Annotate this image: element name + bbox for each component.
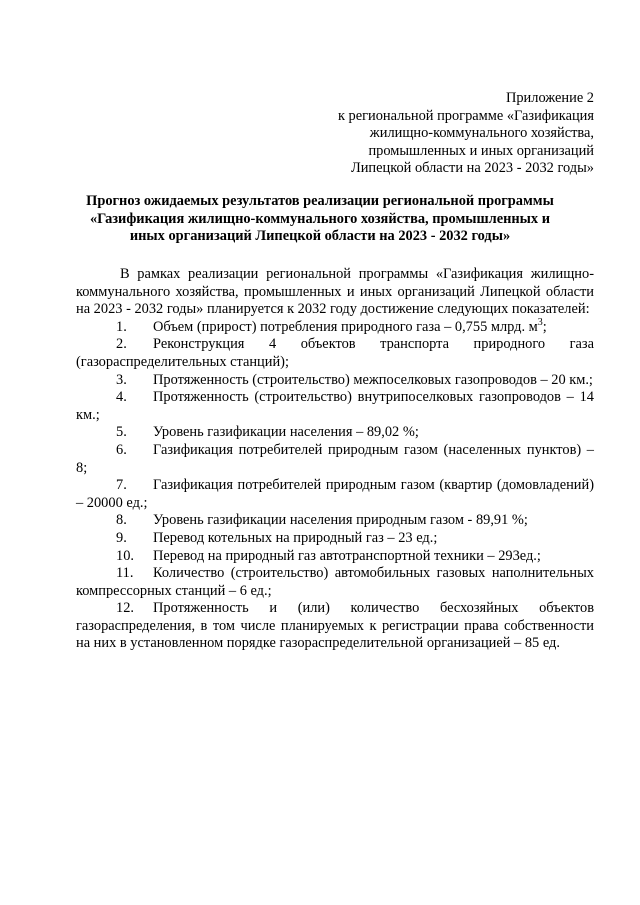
item-text: Уровень газификации населения природным газом - 89,91 %; (153, 512, 528, 529)
item-text: Уровень газификации населения – 89,02 %; (153, 424, 419, 441)
document-body (76, 266, 594, 653)
item-text: Протяженность (строительство) межпоселковых газопроводов – 20 км.; (153, 371, 593, 388)
appendix-line: к региональной программе «Газификация (337, 107, 594, 124)
item-number: 7. (116, 477, 127, 494)
list-item (76, 530, 594, 548)
appendix-line: Приложение 2 (505, 90, 594, 106)
item-text: Газификация потребителей природным газом (населенных пунктов) – 8; (76, 441, 594, 476)
item-tail: ; (542, 318, 547, 335)
item-text: Количество (строительство) автомобильных газовых наполнительных компрессорных станций – 6 ед.; (76, 565, 594, 599)
item-text: Перевод котельных на природный газ – 23 ед.; (153, 529, 438, 546)
item-text: Реконструкция 4 объектов транспорта природного газа (газораспределительных станций); (76, 336, 594, 370)
item-number: 10. (116, 547, 134, 564)
item-text: Протяженность (строительство) внутрипоселковых газопроводов – 14 км.; (76, 389, 594, 423)
list-item (76, 477, 594, 512)
document-title (46, 193, 594, 246)
list-item (76, 389, 594, 424)
list-item (76, 565, 594, 600)
item-text: Перевод на природный газ автотранспортной техники – 293ед.; (153, 547, 541, 564)
list-item (76, 424, 594, 442)
title-line: Прогноз ожидаемых результатов реализации региональной программы (86, 193, 554, 209)
list-item (76, 442, 594, 477)
item-text: Газификация потребителей природным газом (квартир (домовладений) – 20000 ед.; (76, 477, 594, 511)
list-item (76, 600, 594, 653)
intro-paragraph: В рамках реализации региональной программы «Газификация жилищно-коммунального хозяйства, промышленных и иных организаций Липецкой области на 2023 - 2032 годы» планируется к 2032 году достижение следующих показателей: (76, 266, 594, 318)
item-number: 6. (116, 441, 127, 458)
item-number: 4. (116, 389, 127, 406)
list-item (76, 548, 594, 566)
item-number: 12. (116, 600, 134, 617)
list-item (76, 316, 594, 337)
list-item (76, 512, 594, 530)
appendix-line: жилищно-коммунального хозяйства, (369, 125, 594, 142)
appendix-line: Липецкой области на 2023 - 2032 годы» (350, 160, 594, 177)
item-text: Протяженность и (или) количество бесхозяйных объектов газораспределения, в том числе планируемых к регистрации права собственности на них в установленном порядке газораспределительной организацией – 85 ед. (76, 600, 594, 652)
item-number: 3. (116, 371, 127, 388)
item-number: 5. (116, 424, 127, 441)
list-item (76, 372, 594, 390)
item-number: 1. (116, 318, 127, 335)
title-line: «Газификация жилищно-коммунального хозяйства, промышленных и (89, 210, 551, 227)
list-item (76, 336, 594, 371)
item-superscript: 3 (537, 316, 543, 328)
item-number: 2. (116, 336, 127, 353)
item-number: 8. (116, 512, 127, 529)
item-text: Объем (прирост) потребления природного газа – 0,755 млрд. м (153, 318, 538, 335)
appendix-line: промышленных и иных организаций (368, 142, 594, 159)
item-number: 11. (116, 565, 134, 582)
appendix-header (294, 90, 594, 178)
title-line: иных организаций Липецкой области на 2023 - 2032 годы» (129, 228, 511, 245)
item-number: 9. (116, 529, 127, 546)
